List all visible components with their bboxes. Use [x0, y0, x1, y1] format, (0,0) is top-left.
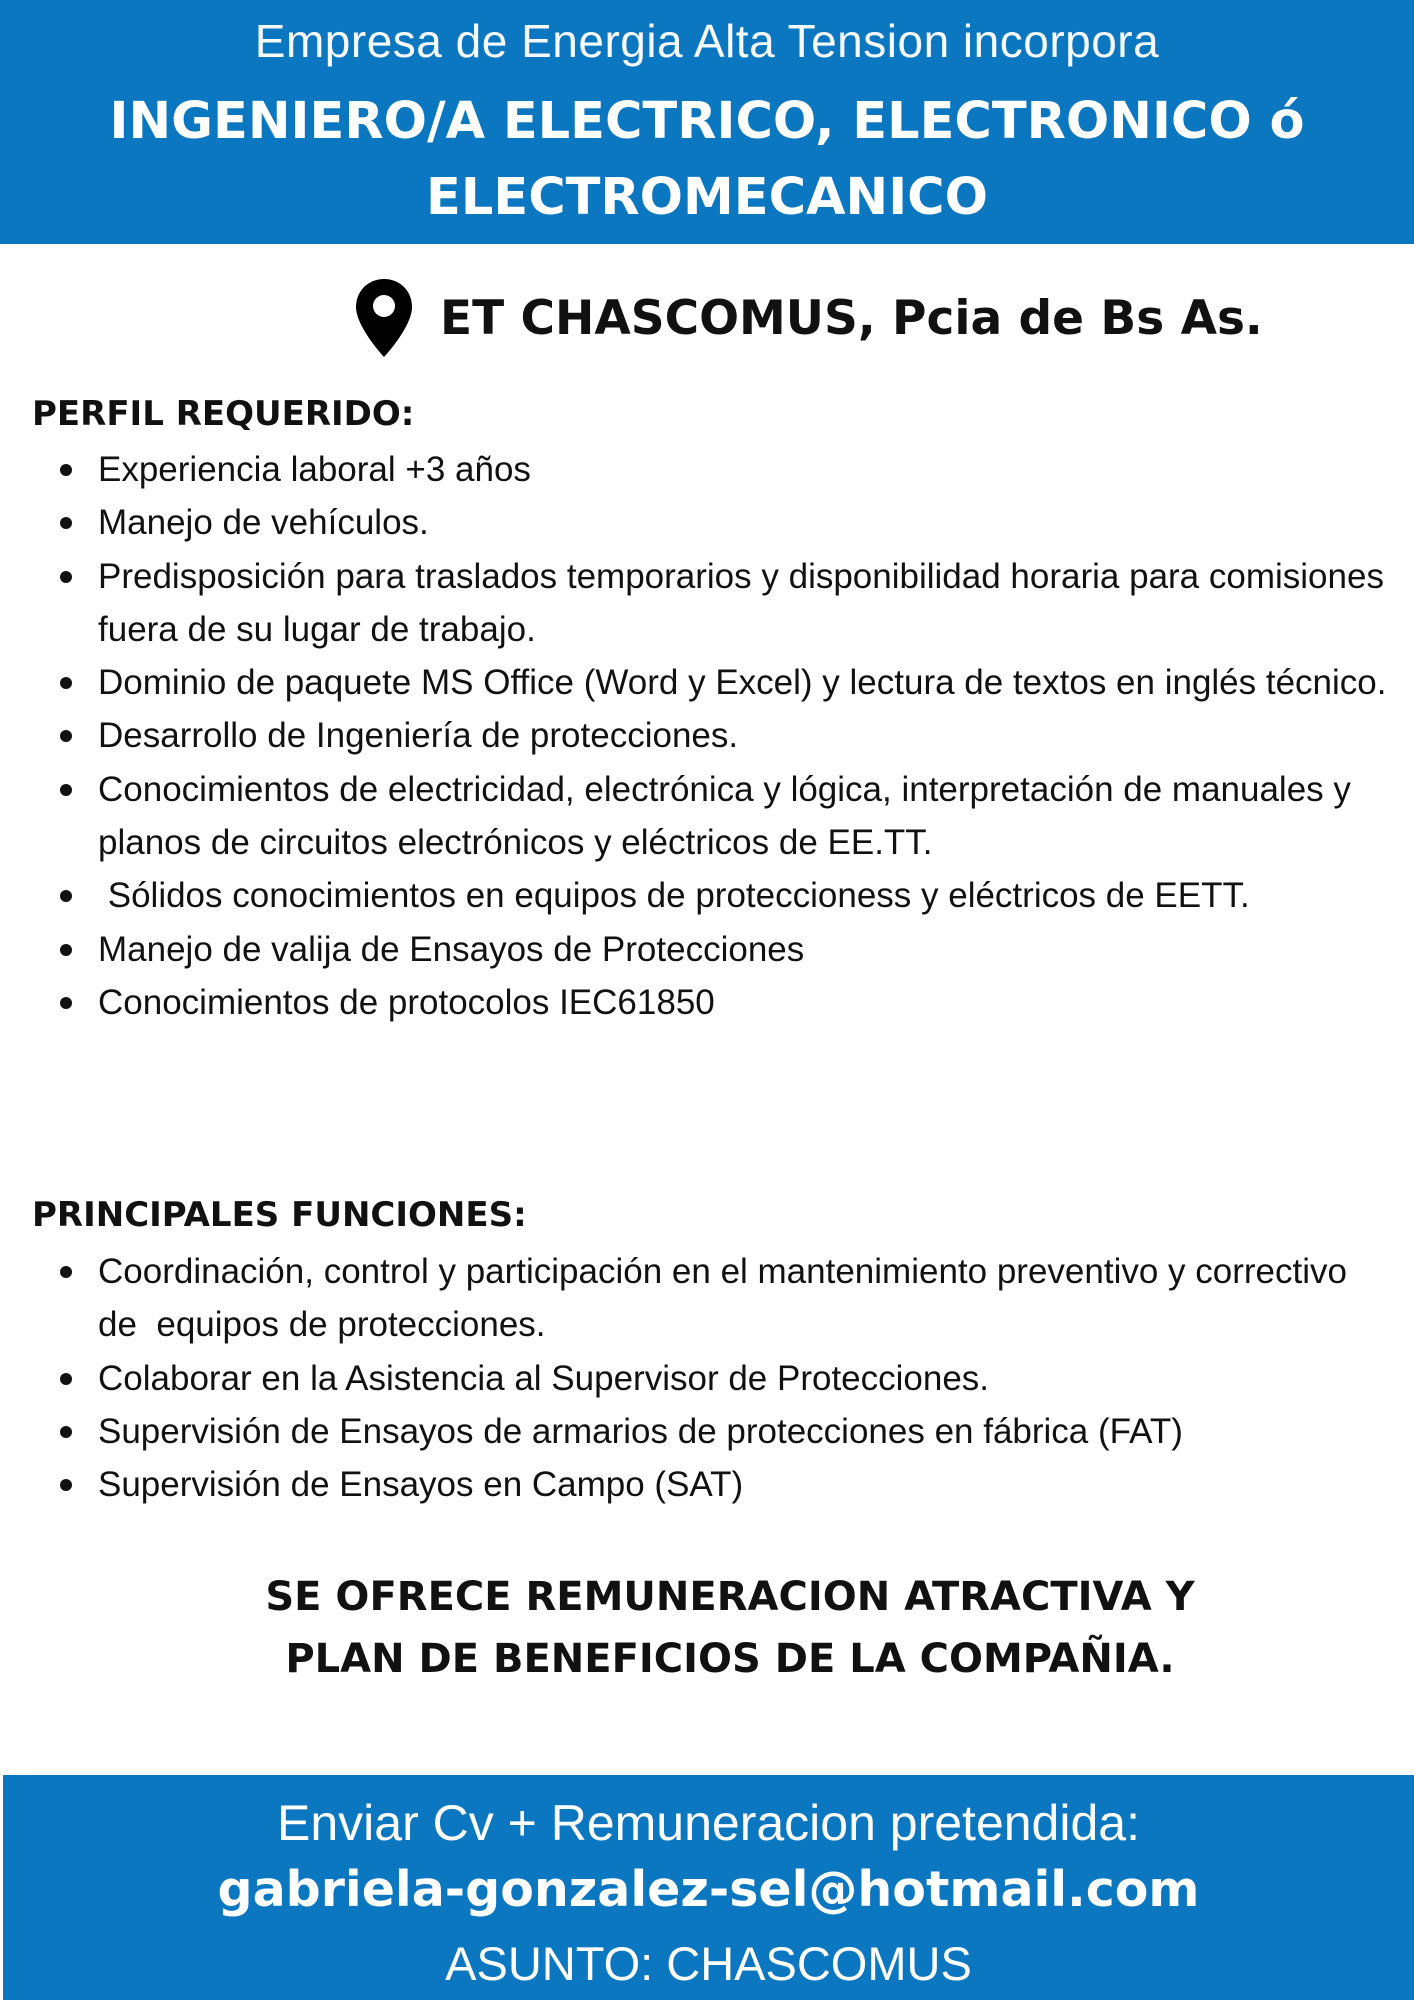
- list-item: Conocimientos de electricidad, electrónica y lógica, interpretación de manuales y planos de circuitos electrónicos y eléctricos de EE.TT.: [58, 763, 1388, 870]
- location-row: [354, 276, 1263, 360]
- offer-line-2: PLAN DE BENEFICIOS DE LA COMPAÑIA.: [285, 1636, 1175, 1682]
- footer-banner: [3, 1775, 1414, 2000]
- job-title: INGENIERO/A ELECTRICO, ELECTRONICO ó ELECTROMECANICO: [109, 92, 1305, 227]
- send-cv-label: Enviar Cv + Remuneracion pretendida:: [277, 1795, 1140, 1851]
- bullet-icon: [60, 1479, 72, 1491]
- contact-email[interactable]: gabriela-gonzalez-sel@hotmail.com: [217, 1861, 1200, 1918]
- email-subject: ASUNTO: CHASCOMUS: [445, 1937, 972, 1990]
- bullet-icon: [60, 1426, 72, 1438]
- list-item: Desarrollo de Ingeniería de protecciones.: [58, 709, 1388, 762]
- offer-line-1: SE OFRECE REMUNERACION ATRACTIVA Y: [265, 1574, 1195, 1620]
- list-item: Sólidos conocimientos en equipos de proteccioness y eléctricos de EETT.: [58, 869, 1388, 922]
- header-banner: [0, 0, 1414, 244]
- profile-list: [58, 443, 1388, 1029]
- bullet-icon: [60, 517, 72, 529]
- bullet-icon: [60, 784, 72, 796]
- functions-list: [58, 1245, 1388, 1511]
- list-item: Conocimientos de protocolos IEC61850: [58, 976, 1388, 1029]
- functions-heading: PRINCIPALES FUNCIONES:: [32, 1195, 527, 1235]
- offer-text: [0, 1566, 1414, 1690]
- bullet-icon: [60, 997, 72, 1009]
- list-item: Manejo de vehículos.: [58, 496, 1388, 549]
- list-item: Supervisión de Ensayos de armarios de protecciones en fábrica (FAT): [58, 1405, 1388, 1458]
- map-pin-icon: [354, 277, 414, 359]
- list-item: Supervisión de Ensayos en Campo (SAT): [58, 1458, 1388, 1511]
- bullet-icon: [60, 1373, 72, 1385]
- profile-heading: PERFIL REQUERIDO:: [32, 394, 415, 434]
- list-item: Colaborar en la Asistencia al Supervisor de Protecciones.: [58, 1352, 1388, 1405]
- bullet-icon: [60, 677, 72, 689]
- bullet-icon: [60, 730, 72, 742]
- list-item: Coordinación, control y participación en el mantenimiento preventivo y correctivo de equipos de protecciones.: [58, 1245, 1388, 1352]
- bullet-icon: [60, 944, 72, 956]
- list-item: Predisposición para traslados temporarios y disponibilidad horaria para comisiones fuera de su lugar de trabajo.: [58, 550, 1388, 657]
- location-text: ET CHASCOMUS, Pcia de Bs As.: [440, 290, 1263, 346]
- bullet-icon: [60, 571, 72, 583]
- list-item: Experiencia laboral +3 años: [58, 443, 1388, 496]
- list-item: Dominio de paquete MS Office (Word y Excel) y lectura de textos en inglés técnico.: [58, 656, 1388, 709]
- list-item: Manejo de valija de Ensayos de Protecciones: [58, 923, 1388, 976]
- bullet-icon: [60, 464, 72, 476]
- bullet-icon: [60, 1266, 72, 1278]
- bullet-icon: [60, 890, 72, 902]
- company-subtitle: Empresa de Energia Alta Tension incorpora: [254, 15, 1160, 67]
